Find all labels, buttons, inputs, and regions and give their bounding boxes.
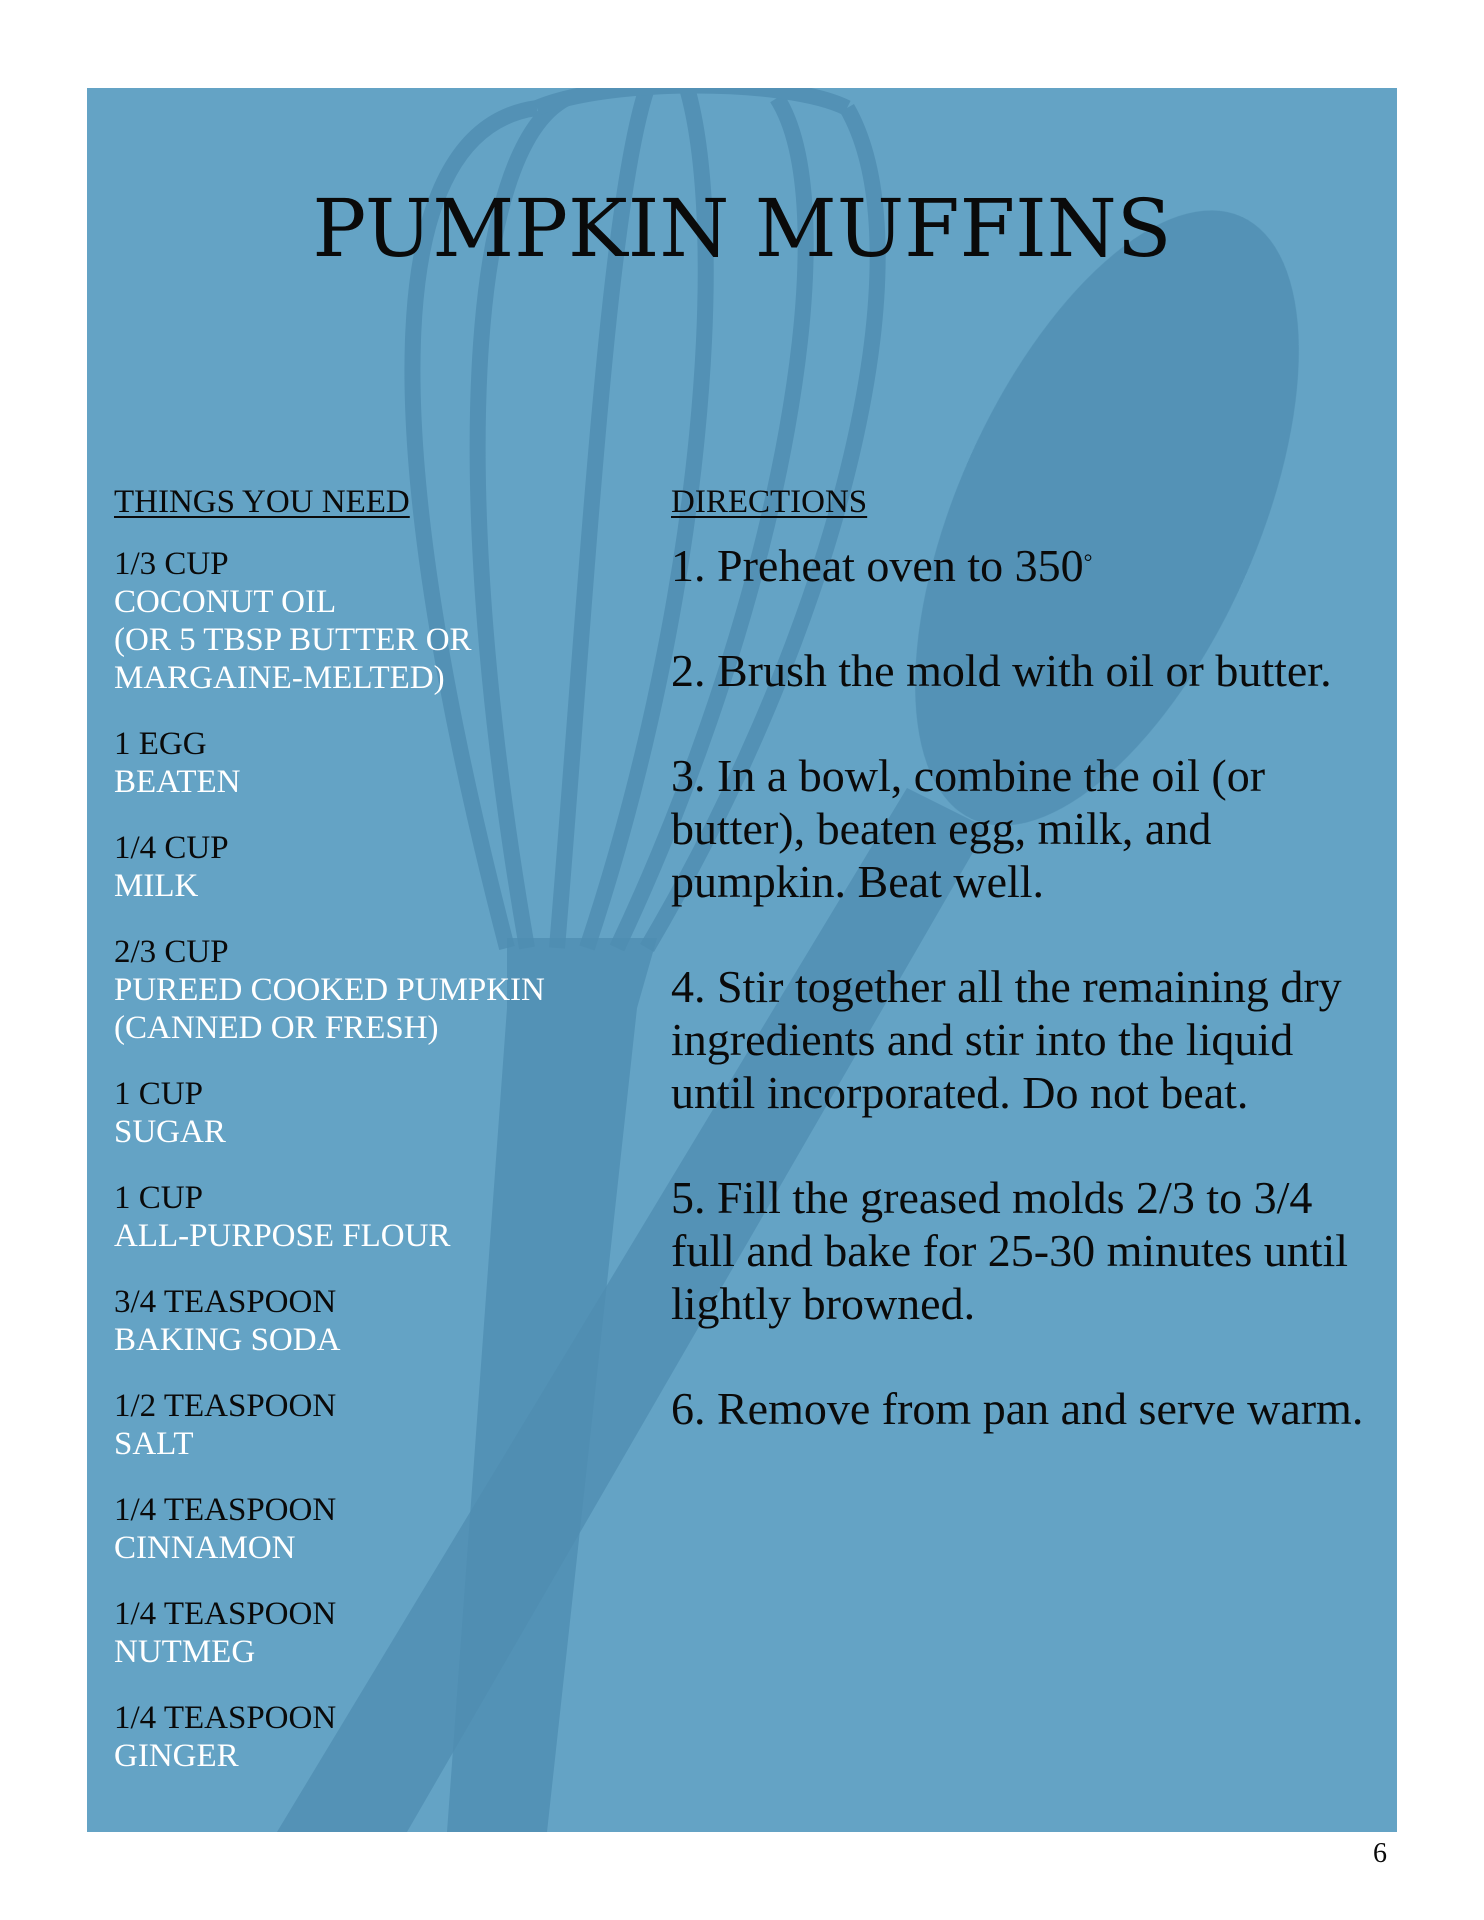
recipe-card [87,88,1397,1832]
directions-heading: DIRECTIONS [671,484,868,520]
ingredient-item [114,1491,634,1567]
direction-step: 3. In a bowl, combine the oil (or butter), beaten egg, milk, and pumpkin. Beat well. [671,750,1266,907]
direction-step: 2. Brush the mold with oil or butter. [671,645,1332,696]
ingredient-item [114,933,634,1047]
ingredient-item [114,829,634,905]
ingredient-name: CINNAMON [114,1530,296,1566]
ingredient-amount: 1/2 TEASPOON [114,1388,337,1424]
ingredient-item [114,1595,634,1671]
ingredient-name: BAKING SODA [114,1322,341,1358]
ingredient-item [114,545,634,697]
ingredient-amount: 2/3 CUP [114,934,229,970]
ingredient-name: ALL-PURPOSE FLOUR [114,1218,451,1254]
ingredient-name: SUGAR [114,1114,226,1150]
ingredient-name: COCONUT OIL (OR 5 TBSP BUTTER OR MARGAINE-MELTED) [114,584,472,696]
ingredient-item [114,725,634,801]
ingredient-name: GINGER [114,1738,239,1774]
direction-step: 5. Fill the greased molds 2/3 to 3/4 full and bake for 25-30 minutes until lightly browned. [671,1172,1349,1329]
ingredient-amount: 1/4 TEASPOON [114,1492,337,1528]
ingredient-name: NUTMEG [114,1634,256,1670]
ingredient-amount: 1/4 TEASPOON [114,1596,337,1632]
ingredient-amount: 1 EGG [114,726,207,762]
ingredients-heading: THINGS YOU NEED [114,484,410,520]
direction-step: 4. Stir together all the remaining dry ingredients and stir into the liquid until incorporated. Do not beat. [671,961,1342,1118]
direction-step: 6. Remove from pan and serve warm. [671,1383,1364,1434]
direction-step-text: 1. Preheat oven to 350 [671,540,1084,591]
ingredient-item [114,1179,634,1255]
ingredient-name: SALT [114,1426,194,1462]
ingredient-amount: 3/4 TEASPOON [114,1284,337,1320]
recipe-title: PUMPKIN MUFFINS [312,182,1172,275]
ingredient-amount: 1/4 TEASPOON [114,1700,337,1736]
directions-section [671,481,1381,1487]
ingredient-amount: 1 CUP [114,1180,203,1216]
ingredient-amount: 1 CUP [114,1076,203,1112]
ingredient-item [114,1283,634,1359]
ingredient-item [114,1075,634,1151]
degree-symbol: ° [1083,549,1093,574]
ingredient-name: MILK [114,868,199,904]
ingredient-item [114,1699,634,1775]
ingredient-item [114,1387,634,1463]
page-number: 6 [1373,1838,1387,1869]
direction-step [671,539,1381,592]
ingredients-section [114,481,634,1803]
ingredient-amount: 1/4 CUP [114,830,229,866]
ingredient-name: PUREED COOKED PUMPKIN (CANNED OR FRESH) [114,972,545,1046]
ingredient-name: BEATEN [114,764,241,800]
ingredient-amount: 1/3 CUP [114,546,229,582]
